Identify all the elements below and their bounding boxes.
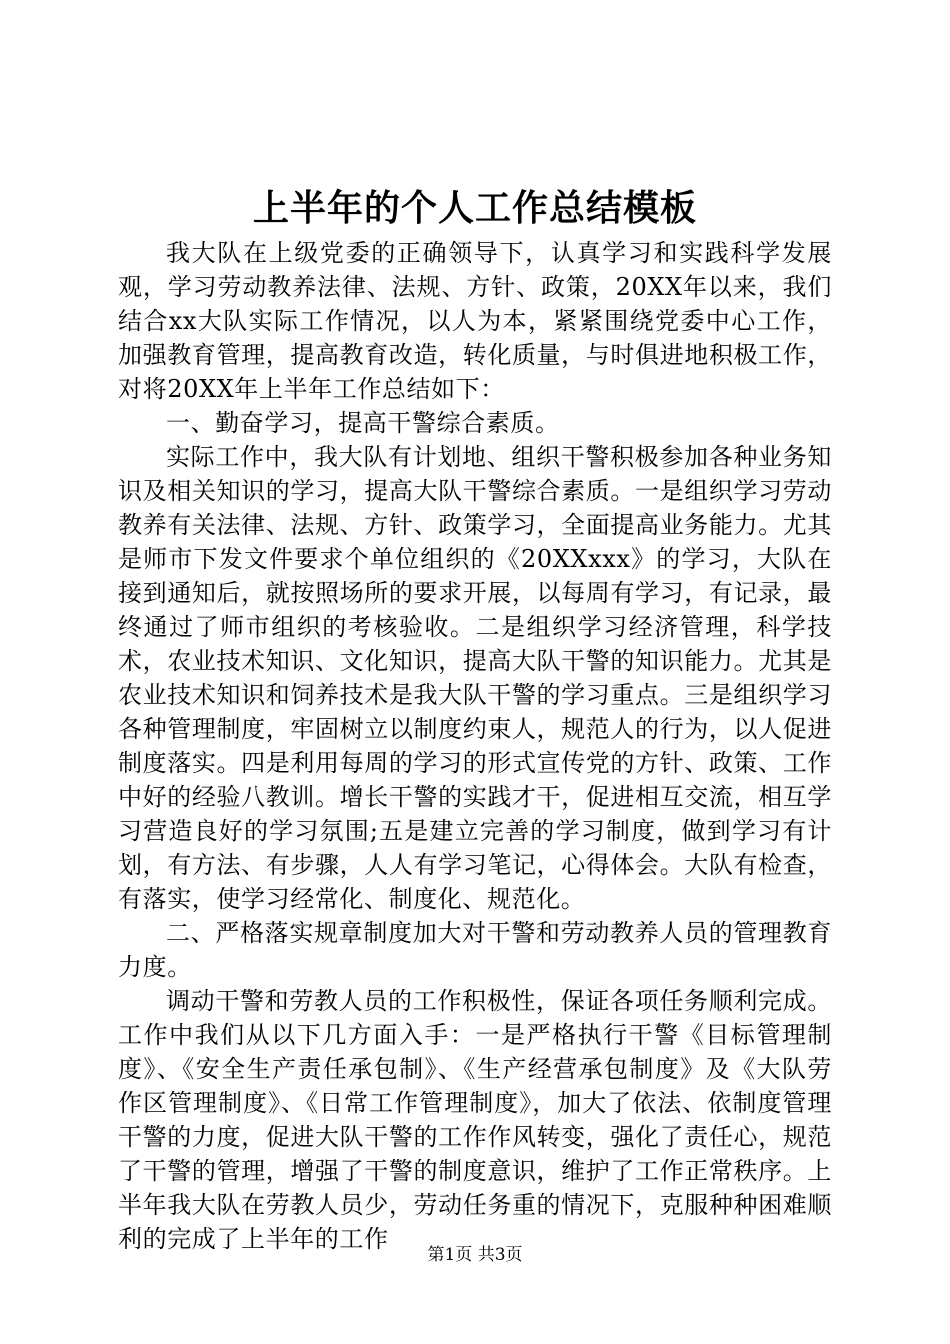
paragraph-study: 实际工作中，我大队有计划地、组织干警积极参加各种业务知识及相关知识的学习，提高大队干警综合素质。一是组织学习劳动教养有关法律、法规、方针、政策学习，全面提高业务能力。尤其是师市下发文件要求个单位组织的《20XXxxx》的学习，大队在接到通知后，就按照场所的要求开展，以每周有学习，有记录，最终通过了师市组织的考核验收。二是组织学习经济管理，科学技术，农业技术知识、文化知识，提高大队干警的知识能力。尤其是农业技术知识和饲养技术是我大队干警的学习重点。三是组织学习各种管理制度，牢固树立以制度约束人，规范人的行为，以人促进制度落实。四是利用每周的学习的形式宣传党的方针、政策、工作中好的经验八教训。增长干警的实践才干，促进相互交流，相互学习营造良好的学习氛围;五是建立完善的学习制度，做到学习有计划，有方法、有步骤，人人有学习笔记，心得体会。大队有检查，有落实，使学习经常化、制度化、规范化。	[118, 443, 832, 913]
paragraph-intro: 我大队在上级党委的正确领导下，认真学习和实践科学发展观，学习劳动教养法律、法规、方针、政策，20XX年以来，我们结合xx大队实际工作情况，以人为本，紧紧围绕党委中心工作，加强教育管理，提高教育改造，转化质量，与时俱进地积极工作，对将20XX年上半年工作总结如下：	[118, 239, 832, 403]
document-body	[118, 236, 832, 1256]
paragraph-management: 调动干警和劳教人员的工作积极性，保证各项任务顺利完成。工作中我们从以下几方面入手：一是严格执行干警《目标管理制度》、《安全生产责任承包制》、《生产经营承包制度》及《大队劳作区管理制度》、《日常工作管理制度》，加大了依法、依制度管理干警的力度，促进大队干警的工作作风转变，强化了责任心，规范了干警的管理，增强了干警的制度意识，维护了工作正常秩序。上半年我大队在劳教人员少，劳动任务重的情况下，克服种种困难顺利的完成了上半年的工作	[118, 987, 832, 1253]
document-title: 上半年的个人工作总结模板	[252, 187, 697, 229]
section-heading-2: 二、严格落实规章制度加大对干警和劳动教养人员的管理教育力度。	[118, 919, 832, 981]
section-heading-1: 一、勤奋学习，提高干警综合素质。	[166, 409, 560, 437]
page-number-footer: 第1页 共3页	[427, 1245, 523, 1265]
